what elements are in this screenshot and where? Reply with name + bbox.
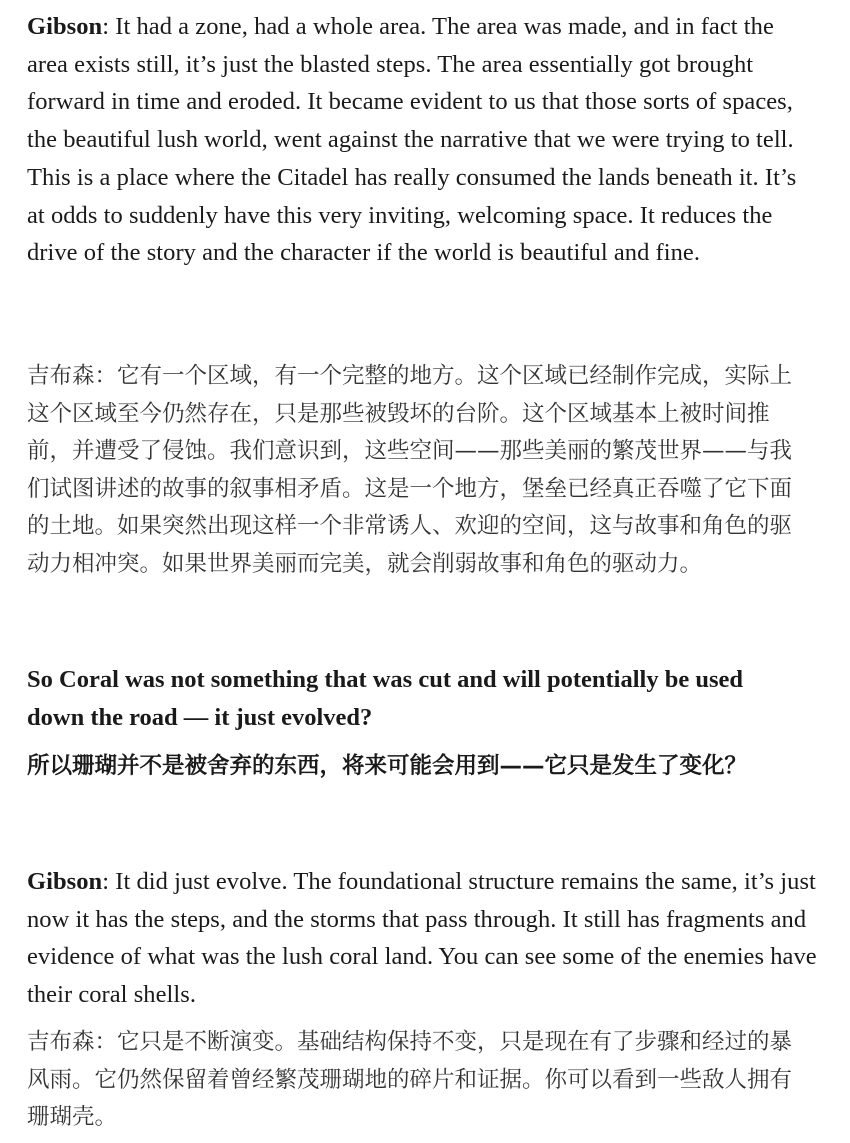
answer-paragraph-english <box>27 863 817 1014</box>
speaker-name: Gibson <box>27 868 103 895</box>
answer-paragraph-chinese: 吉布森：它只是不断演变。基础结构保持不变，只是现在有了步骤和经过的暴风雨。它仍然保留着曾经繁茂珊瑚地的碎片和证据。你可以看到一些敌人拥有珊瑚壳。 <box>27 1029 793 1131</box>
speaker-name: Gibson <box>27 13 103 40</box>
answer-paragraph-english <box>27 8 817 272</box>
answer-text: : It did just evolve. The foundational structure remains the same, it’s just now it has the steps, and the storms that pass through. It still has fragments and evidence of what was the lush coral land. You can see some of the enemies have their coral shells. <box>27 868 817 1009</box>
answer-paragraph-chinese: 吉布森：它有一个区域，有一个完整的地方。这个区域已经制作完成，实际上这个区域至今仍然存在，只是那些被毁坏的台阶。这个区域基本上被时间推前，并遭受了侵蚀。我们意识到，这些空间——那些美丽的繁茂世界——与我们试图讲述的故事的叙事相矛盾。这是一个地方，堡垒已经真正吞噬了它下面的土地。如果突然出现这样一个非常诱人、欢迎的空间，这与故事和角色的驱动力相冲突。如果世界美丽而完美，就会削弱故事和角色的驱动力。 <box>27 363 793 577</box>
question-paragraph-chinese: 所以珊瑚并不是被舍弃的东西，将来可能会用到——它只是发生了变化？ <box>27 753 748 779</box>
question-paragraph-english: So Coral was not something that was cut and will potentially be used down the road — it just evolved? <box>27 666 744 731</box>
answer-text: : It had a zone, had a whole area. The area was made, and in fact the area exists still, it’s just the blasted steps. The area essentially got brought forward in time and eroded. It became evident to us that those sorts of spaces, the beautiful lush world, went against the narrative that we were trying to tell. This is a place where the Citadel has really consumed the lands beneath it. It’s at odds to suddenly have this very inviting, welcoming space. It reduces the drive of the story and the character if the world is beautiful and fine. <box>27 13 797 267</box>
